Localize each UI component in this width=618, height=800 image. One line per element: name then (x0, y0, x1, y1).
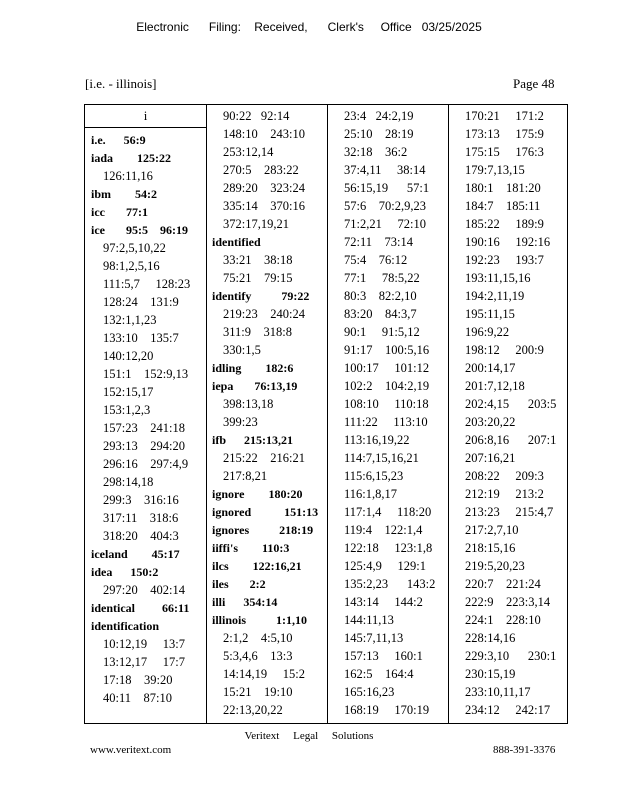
index-reference-line: 152:15,17 (103, 385, 154, 399)
index-term-entry: idling 182:6 (212, 361, 294, 375)
index-reference-line: 32:18 36:2 (344, 145, 408, 159)
index-reference-line: 153:1,2,3 (103, 403, 151, 417)
index-reference-line: 143:14 144:2 (344, 595, 423, 609)
index-term-entry: identification (91, 619, 159, 633)
index-reference-line: 80:3 82:2,10 (344, 289, 417, 303)
index-reference-line: 372:17,19,21 (223, 217, 289, 231)
index-reference-line: 220:7 221:24 (465, 577, 541, 591)
index-reference-line: 14:14,19 15:2 (223, 667, 305, 681)
index-reference-line: 222:9 223:3,14 (465, 595, 551, 609)
index-reference-line: 2:1,2 4:5,10 (223, 631, 293, 645)
index-reference-line: 114:7,15,16,21 (344, 451, 419, 465)
index-reference-line: 299:3 316:16 (103, 493, 179, 507)
index-reference-line: 224:1 228:10 (465, 613, 541, 627)
index-reference-line: 233:10,11,17 (465, 685, 531, 699)
index-reference-line: 207:16,21 (465, 451, 516, 465)
index-reference-line: 398:13,18 (223, 397, 274, 411)
index-reference-line: 126:11,16 (103, 169, 153, 183)
index-term-entry: illinois 1:1,10 (212, 613, 308, 627)
index-reference-line: 162:5 164:4 (344, 667, 414, 681)
index-reference-line: 15:21 19:10 (223, 685, 293, 699)
index-reference-line: 102:2 104:2,19 (344, 379, 430, 393)
index-reference-line: 193:11,15,16 (465, 271, 531, 285)
index-reference-line: 206:8,16 207:1 (465, 433, 557, 447)
index-term-entry: ilcs 122:16,21 (212, 559, 302, 573)
index-reference-line: 202:4,15 203:5 (465, 397, 557, 411)
index-reference-line: 185:22 189:9 (465, 217, 544, 231)
index-term-entry: idea 150:2 (91, 565, 159, 579)
index-term-entry: identical 66:11 (91, 601, 190, 615)
index-reference-line: 135:2,23 143:2 (344, 577, 436, 591)
index-reference-line: 17:18 39:20 (103, 673, 173, 687)
index-reference-line: 219:5,20,23 (465, 559, 525, 573)
section-letter-heading: i (85, 105, 206, 128)
footer-website: www.veritext.com (90, 744, 172, 756)
index-reference-line: 72:11 73:14 (344, 235, 413, 249)
index-reference-line: 195:11,15 (465, 307, 515, 321)
index-reference-line: 217:2,7,10 (465, 523, 519, 537)
index-reference-line: 168:19 170:19 (344, 703, 430, 717)
index-reference-line: 311:9 318:8 (223, 325, 292, 339)
index-term-entry: illi 354:14 (212, 595, 278, 609)
index-reference-line: 219:23 240:24 (223, 307, 305, 321)
index-reference-line: 170:21 171:2 (465, 109, 544, 123)
index-reference-line: 91:17 100:5,16 (344, 343, 430, 357)
index-reference-line: 296:16 297:4,9 (103, 457, 189, 471)
index-term-entry: icc 77:1 (91, 205, 148, 219)
index-reference-line: 145:7,11,13 (344, 631, 404, 645)
word-index-table (84, 104, 568, 724)
column-lines (206, 105, 327, 719)
index-reference-line: 122:18 123:1,8 (344, 541, 433, 555)
index-reference-line: 213:23 215:4,7 (465, 505, 554, 519)
index-reference-line: 203:20,22 (465, 415, 516, 429)
filing-stamp-header: Electronic Filing: Received, Clerk's Office 03/25/2025 (136, 20, 482, 34)
index-reference-line: 100:17 101:12 (344, 361, 430, 375)
index-reference-line: 157:13 160:1 (344, 649, 423, 663)
index-reference-line: 217:8,21 (223, 469, 268, 483)
index-reference-line: 71:2,21 72:10 (344, 217, 426, 231)
index-reference-line: 116:1,8,17 (344, 487, 398, 501)
index-reference-line: 200:14,17 (465, 361, 516, 375)
index-reference-line: 298:14,18 (103, 475, 154, 489)
index-reference-line: 132:1,1,23 (103, 313, 157, 327)
index-reference-line: 229:3,10 230:1 (465, 649, 557, 663)
index-reference-line: 335:14 370:16 (223, 199, 305, 213)
index-reference-line: 253:12,14 (223, 145, 274, 159)
column-lines (327, 105, 448, 719)
index-reference-line: 25:10 28:19 (344, 127, 414, 141)
index-reference-line: 90:22 92:14 (223, 109, 290, 123)
index-reference-line: 140:12,20 (103, 349, 154, 363)
index-reference-line: 83:20 84:3,7 (344, 307, 417, 321)
index-reference-line: 56:15,19 57:1 (344, 181, 430, 195)
index-reference-line: 75:21 79:15 (223, 271, 293, 285)
index-reference-line: 270:5 283:22 (223, 163, 299, 177)
index-reference-line: 111:22 113:10 (344, 415, 428, 429)
index-reference-line: 289:20 323:24 (223, 181, 305, 195)
index-reference-line: 144:11,13 (344, 613, 394, 627)
index-reference-line: 125:4,9 129:1 (344, 559, 426, 573)
index-reference-line: 115:6,15,23 (344, 469, 404, 483)
index-term-entry: ibm 54:2 (91, 187, 157, 201)
index-reference-line: 108:10 110:18 (344, 397, 429, 411)
index-term-entry: ifb 215:13,21 (212, 433, 293, 447)
index-reference-line: 119:4 122:1,4 (344, 523, 423, 537)
footer-phone: 888-391-3376 (493, 744, 556, 756)
index-reference-line: 215:22 216:21 (223, 451, 305, 465)
index-term-entry: iles 2:2 (212, 577, 266, 591)
index-reference-line: 399:23 (223, 415, 258, 429)
index-reference-line: 157:23 241:18 (103, 421, 185, 435)
index-term-entry: iceland 45:17 (91, 547, 180, 561)
index-reference-line: 330:1,5 (223, 343, 261, 357)
index-reference-line: 230:15,19 (465, 667, 516, 681)
index-reference-line: 90:1 91:5,12 (344, 325, 420, 339)
index-reference-line: 148:10 243:10 (223, 127, 305, 141)
index-reference-line: 22:13,20,22 (223, 703, 283, 717)
index-reference-line: 33:21 38:18 (223, 253, 293, 267)
index-term-entry: ignore 180:20 (212, 487, 303, 501)
index-reference-line: 212:19 213:2 (465, 487, 544, 501)
index-reference-line: 297:20 402:14 (103, 583, 185, 597)
index-reference-line: 317:11 318:6 (103, 511, 179, 525)
index-reference-line: 293:13 294:20 (103, 439, 185, 453)
index-reference-line: 201:7,12,18 (465, 379, 525, 393)
index-reference-line: 128:24 131:9 (103, 295, 179, 309)
index-term-entry: ice 95:5 96:19 (91, 223, 188, 237)
page-number: Page 48 (513, 76, 555, 91)
index-reference-line: 194:2,11,19 (465, 289, 525, 303)
index-reference-line: 117:1,4 118:20 (344, 505, 432, 519)
index-reference-line: 75:4 76:12 (344, 253, 408, 267)
index-reference-line: 175:15 176:3 (465, 145, 544, 159)
index-reference-line: 97:2,5,10,22 (103, 241, 166, 255)
index-reference-line: 173:13 175:9 (465, 127, 544, 141)
index-reference-line: 208:22 209:3 (465, 469, 544, 483)
index-reference-line: 151:1 152:9,13 (103, 367, 189, 381)
index-column-1 (85, 105, 207, 723)
index-range-breadcrumb: [i.e. - illinois] (85, 76, 157, 91)
index-term-entry: iepa 76:13,19 (212, 379, 298, 393)
index-reference-line: 234:12 242:17 (465, 703, 551, 717)
index-term-entry: identified (212, 235, 261, 249)
index-reference-line: 218:15,16 (465, 541, 516, 555)
index-reference-line: 111:5,7 128:23 (103, 277, 191, 291)
index-reference-line: 190:16 192:16 (465, 235, 551, 249)
index-reference-line: 98:1,2,5,16 (103, 259, 160, 273)
index-term-entry: i.e. 56:9 (91, 133, 146, 147)
index-reference-line: 40:11 87:10 (103, 691, 172, 705)
index-reference-line: 228:14,16 (465, 631, 516, 645)
index-reference-line: 198:12 200:9 (465, 343, 544, 357)
index-term-entry: iada 125:22 (91, 151, 172, 165)
index-reference-line: 113:16,19,22 (344, 433, 410, 447)
footer-company: Veritext Legal Solutions (244, 730, 374, 742)
index-term-entry: ignores 218:19 (212, 523, 314, 537)
index-column-2 (206, 105, 328, 723)
index-reference-line: 179:7,13,15 (465, 163, 525, 177)
index-term-entry: ignored 151:13 (212, 505, 319, 519)
index-column-3 (327, 105, 449, 723)
index-reference-line: 184:7 185:11 (465, 199, 541, 213)
index-reference-line: 10:12,19 13:7 (103, 637, 185, 651)
index-reference-line: 37:4,11 38:14 (344, 163, 426, 177)
index-reference-line: 23:4 24:2,19 (344, 109, 414, 123)
index-reference-line: 196:9,22 (465, 325, 510, 339)
index-term-entry: identify 79:22 (212, 289, 310, 303)
column-lines (448, 105, 568, 719)
index-reference-line: 57:6 70:2,9,23 (344, 199, 426, 213)
index-reference-line: 192:23 193:7 (465, 253, 544, 267)
index-reference-line: 5:3,4,6 13:3 (223, 649, 293, 663)
index-term-entry: iiffi's 110:3 (212, 541, 290, 555)
index-reference-line: 165:16,23 (344, 685, 395, 699)
index-reference-line: 133:10 135:7 (103, 331, 179, 345)
index-reference-line: 13:12,17 17:7 (103, 655, 185, 669)
index-reference-line: 77:1 78:5,22 (344, 271, 420, 285)
index-reference-line: 180:1 181:20 (465, 181, 541, 195)
index-column-4 (448, 105, 568, 723)
column-lines (85, 128, 206, 707)
index-reference-line: 318:20 404:3 (103, 529, 179, 543)
